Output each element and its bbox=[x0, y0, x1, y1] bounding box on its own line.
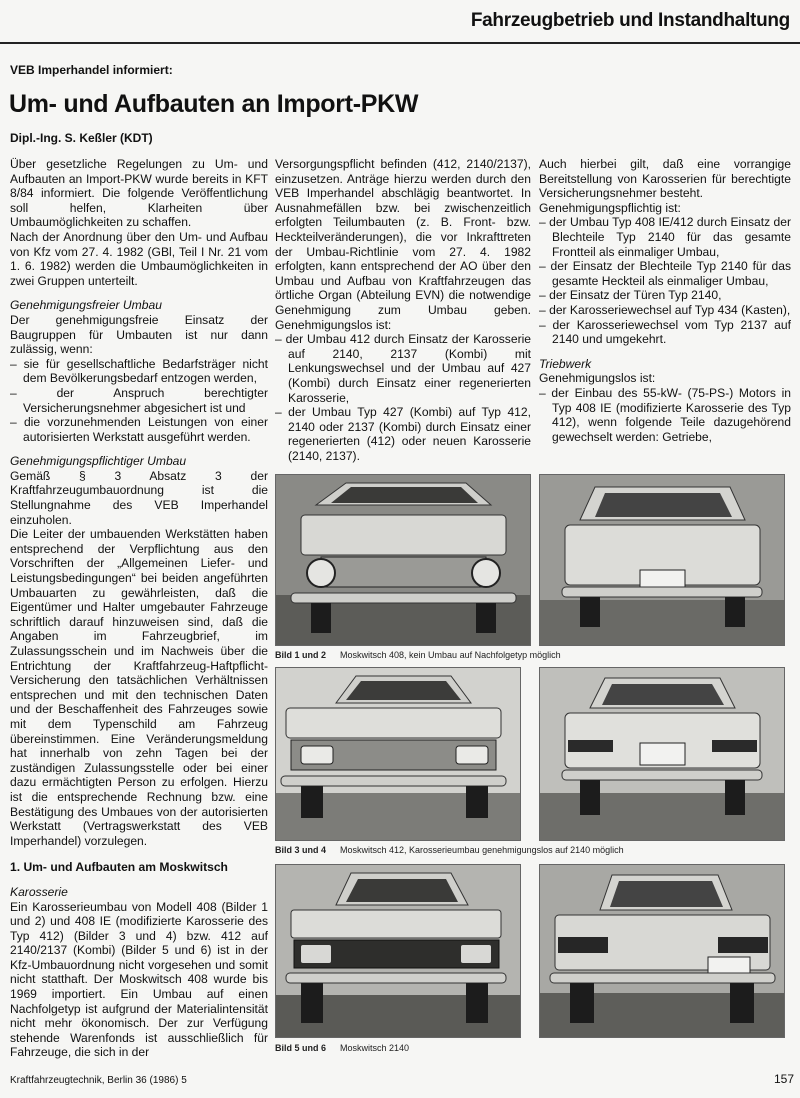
paragraph: Der genehmigungsfreie Einsatz der Baugruppen für Umbauten ist nur dann zulässig, wenn: bbox=[10, 312, 268, 357]
article-author: Dipl.-Ing. S. Keßler (KDT) bbox=[10, 131, 153, 145]
text-column-2 bbox=[275, 157, 531, 463]
list-item: – der Karosseriewechsel vom Typ 2137 auf 2140 und umgekehrt. bbox=[539, 318, 791, 347]
paragraph: Ein Karosserieumbau von Modell 408 (Bilder 1 und 2) und 408 IE (modifizierte Karosserie des Typ 412) (Bilder 3 und 4) bzw. 412 auf 2140/2137 (Kombi) (Bilder 5 und 6) ist in der Kfz-Umbauordnung nicht vorgesehen und somit nicht statthaft. Der Moskwitsch 408 wurde bis 1969 importiert. Ein Umbau auf einen Nachfolgetyp ist aufgrund der Materialintensität nicht mehr ökonomisch. Der zur Verfügung stehende Warenfonds ist ausschließlich für Fahrzeuge, die sich in der bbox=[10, 899, 268, 1060]
car-front-photo bbox=[275, 667, 521, 841]
subheading: Genehmigungspflichtiger Umbau bbox=[10, 454, 187, 469]
text-column-3 bbox=[539, 157, 791, 444]
car-rear-illustration bbox=[540, 668, 784, 840]
car-front-illustration bbox=[276, 668, 520, 840]
bullet-list bbox=[10, 357, 268, 445]
paragraph: Gemäß § 3 Absatz 3 der Kraftfahrzeugumbauordnung ist die Stellungnahme des VEB Imperhandel einzuholen. bbox=[10, 468, 268, 527]
car-rear-photo bbox=[539, 667, 785, 841]
car-rear-illustration bbox=[540, 475, 784, 645]
car-front-photo bbox=[275, 474, 531, 646]
list-item: – der Umbau 412 durch Einsatz der Karosserie auf 2140, 2137 (Kombi) mit Lenkungswechsel und der Umbau auf 427 (Kombi) durch Einsatz einer regenerierten Karosserie, bbox=[275, 332, 531, 405]
figure-caption bbox=[275, 650, 561, 660]
list-item: – die vorzunehmenden Leistungen von einer autorisierten Werkstatt ausgeführt werden. bbox=[10, 415, 268, 444]
car-rear-illustration bbox=[540, 865, 784, 1037]
paragraph: Genehmigungslos ist: bbox=[539, 371, 656, 386]
paragraph: Genehmigungspflichtig ist: bbox=[539, 200, 681, 215]
caption-label: Bild 1 und 2 bbox=[275, 650, 327, 660]
caption-text: Moskwitsch 408, kein Umbau auf Nachfolgetyp möglich bbox=[340, 650, 561, 660]
article-kicker: VEB Imperhandel informiert: bbox=[10, 63, 173, 77]
list-item: – der Einbau des 55-kW- (75-PS-) Motors in Typ 408 IE (modifizierte Karosserie des Typ 412), wenn folgende Teile dazugehörend gewechselt werden: Getriebe, bbox=[539, 386, 791, 444]
list-item: – der Karosseriewechsel auf Typ 434 (Kasten), bbox=[539, 303, 791, 318]
section-heading: 1. Um- und Aufbauten am Moskwitsch bbox=[10, 860, 228, 875]
paragraph: Auch hierbei gilt, daß eine vorrangige Bereitstellung von Karosserien für berechtigte Versicherungsnehmer besteht. bbox=[539, 157, 791, 201]
paragraph: Über gesetzliche Regelungen zu Um- und Aufbauten an Import-PKW wurde bereits in KFT 8/84 informiert. Die folgende Veröffentlichung soll helfen, Klarheiten über Umbaumöglichkeiten zu schaffen. bbox=[10, 157, 268, 230]
subheading: Genehmigungsfreier Umbau bbox=[10, 298, 162, 313]
journal-footer: Kraftfahrzeugtechnik, Berlin 36 (1986) 5 bbox=[10, 1075, 187, 1086]
car-rear-photo bbox=[539, 474, 785, 646]
subheading: Triebwerk bbox=[539, 356, 592, 371]
car-front-illustration bbox=[276, 865, 520, 1037]
caption-label: Bild 5 und 6 bbox=[275, 1043, 327, 1053]
paragraph: Versorgungspflicht befinden (412, 2140/2137), einzusetzen. Anträge hierzu werden durch den VEB Imperhandel abschlägig beantwortet. In Ausnahmefällen bzw. bei zwischenzeitlich erfolgten Teilumbauten (z. B. Front- bzw. Heckteilveränderungen), die vor Inkrafttreten der Umbau-Richtlinie vom 27. 4. 1982 erfolgten, kann entsprechend der AO über den Umbau und Aufbau von Kraftfahrzeugen das örtliche Organ (Abteilung EVN) die notwendige Genehmigung zum Umbau geben. Genehmigungslos ist: bbox=[275, 157, 531, 332]
paragraph: Nach der Anordnung über den Um- und Aufbau von Kfz vom 27. 4. 1982 (GBl, Teil I Nr. 21 vom 1. 6. 1982) werden die Umbaumöglichkeiten in zwei Gruppen unterteilt. bbox=[10, 229, 268, 288]
caption-label: Bild 3 und 4 bbox=[275, 845, 327, 855]
car-front-illustration bbox=[276, 475, 530, 645]
car-front-photo bbox=[275, 864, 521, 1038]
caption-text: Moskwitsch 412, Karosserieumbau genehmigungslos auf 2140 möglich bbox=[340, 845, 624, 855]
text-column-1 bbox=[10, 157, 268, 1060]
car-rear-photo bbox=[539, 864, 785, 1038]
paragraph: Die Leiter der umbauenden Werkstätten haben entsprechend der Verpflichtung aus den Vorschriften der „Allgemeinen Liefer- und Leistungsbedingungen“ bei beiden angeführten Umbauarten zu gewährleisten, daß die Eigentümer und Halter umgebauter Fahrzeuge schriftlich darauf hinzuweisen sind, daß die Angaben im Fahrzeugbrief, im Zulassungsschein und im Nachweis über die Entrichtung der Kraftfahrzeug-Haftpflicht-Versicherung den tatsächlichen Verhältnissen entsprechen und mit den technischen Daten und der Beschaffenheit des Fahrzeuges sowie mit dem Typenschild am Fahrzeug übereinstimmen. Eine Veränderungsmeldung hat innerhalb von zehn Tagen bei der zuständigen Zulassungsstelle oder bei einer dazu ermächtigten Person zu erfolgen. Hierzu ist die entsprechende Rechnung bzw. eine Bestätigung des Umbaues von der autorisierten Werkstatt (Vertragswerkstatt des VEB Imperhandel) vorzulegen. bbox=[10, 527, 268, 848]
figure-caption bbox=[275, 1043, 409, 1053]
figure-caption bbox=[275, 845, 624, 855]
list-item: – der Einsatz der Türen Typ 2140, bbox=[539, 288, 791, 303]
list-item: – der Umbau Typ 427 (Kombi) auf Typ 412, 2140 oder 2137 (Kombi) durch Einsatz einer regenerierten (412) oder neuen Karosserie (2140, 2137). bbox=[275, 405, 531, 463]
subheading: Karosserie bbox=[10, 884, 68, 899]
list-item: – der Anspruch berechtigter Versicherungsnehmer abgesichert ist und bbox=[10, 386, 268, 415]
article-title: Um- und Aufbauten an Import-PKW bbox=[9, 90, 419, 118]
list-item: – der Umbau Typ 408 IE/412 durch Einsatz der Blechteile Typ 2140 für das gesamte Frontteil als einmaliger Umbau, bbox=[539, 215, 791, 259]
bullet-list bbox=[539, 215, 791, 346]
section-title: Fahrzeugbetrieb und Instandhaltung bbox=[470, 10, 790, 31]
caption-text: Moskwitsch 2140 bbox=[340, 1043, 410, 1053]
header-rule bbox=[0, 42, 800, 44]
list-item: – der Einsatz der Blechteile Typ 2140 für das gesamte Heckteil als einmaliger Umbau, bbox=[539, 259, 791, 288]
bullet-list bbox=[539, 386, 791, 444]
page-number: 157 bbox=[773, 1072, 794, 1086]
list-item: – sie für gesellschaftliche Bedarfsträger nicht dem Bevölkerungsbedarf entzogen werden, bbox=[10, 357, 268, 386]
bullet-list bbox=[275, 332, 531, 463]
